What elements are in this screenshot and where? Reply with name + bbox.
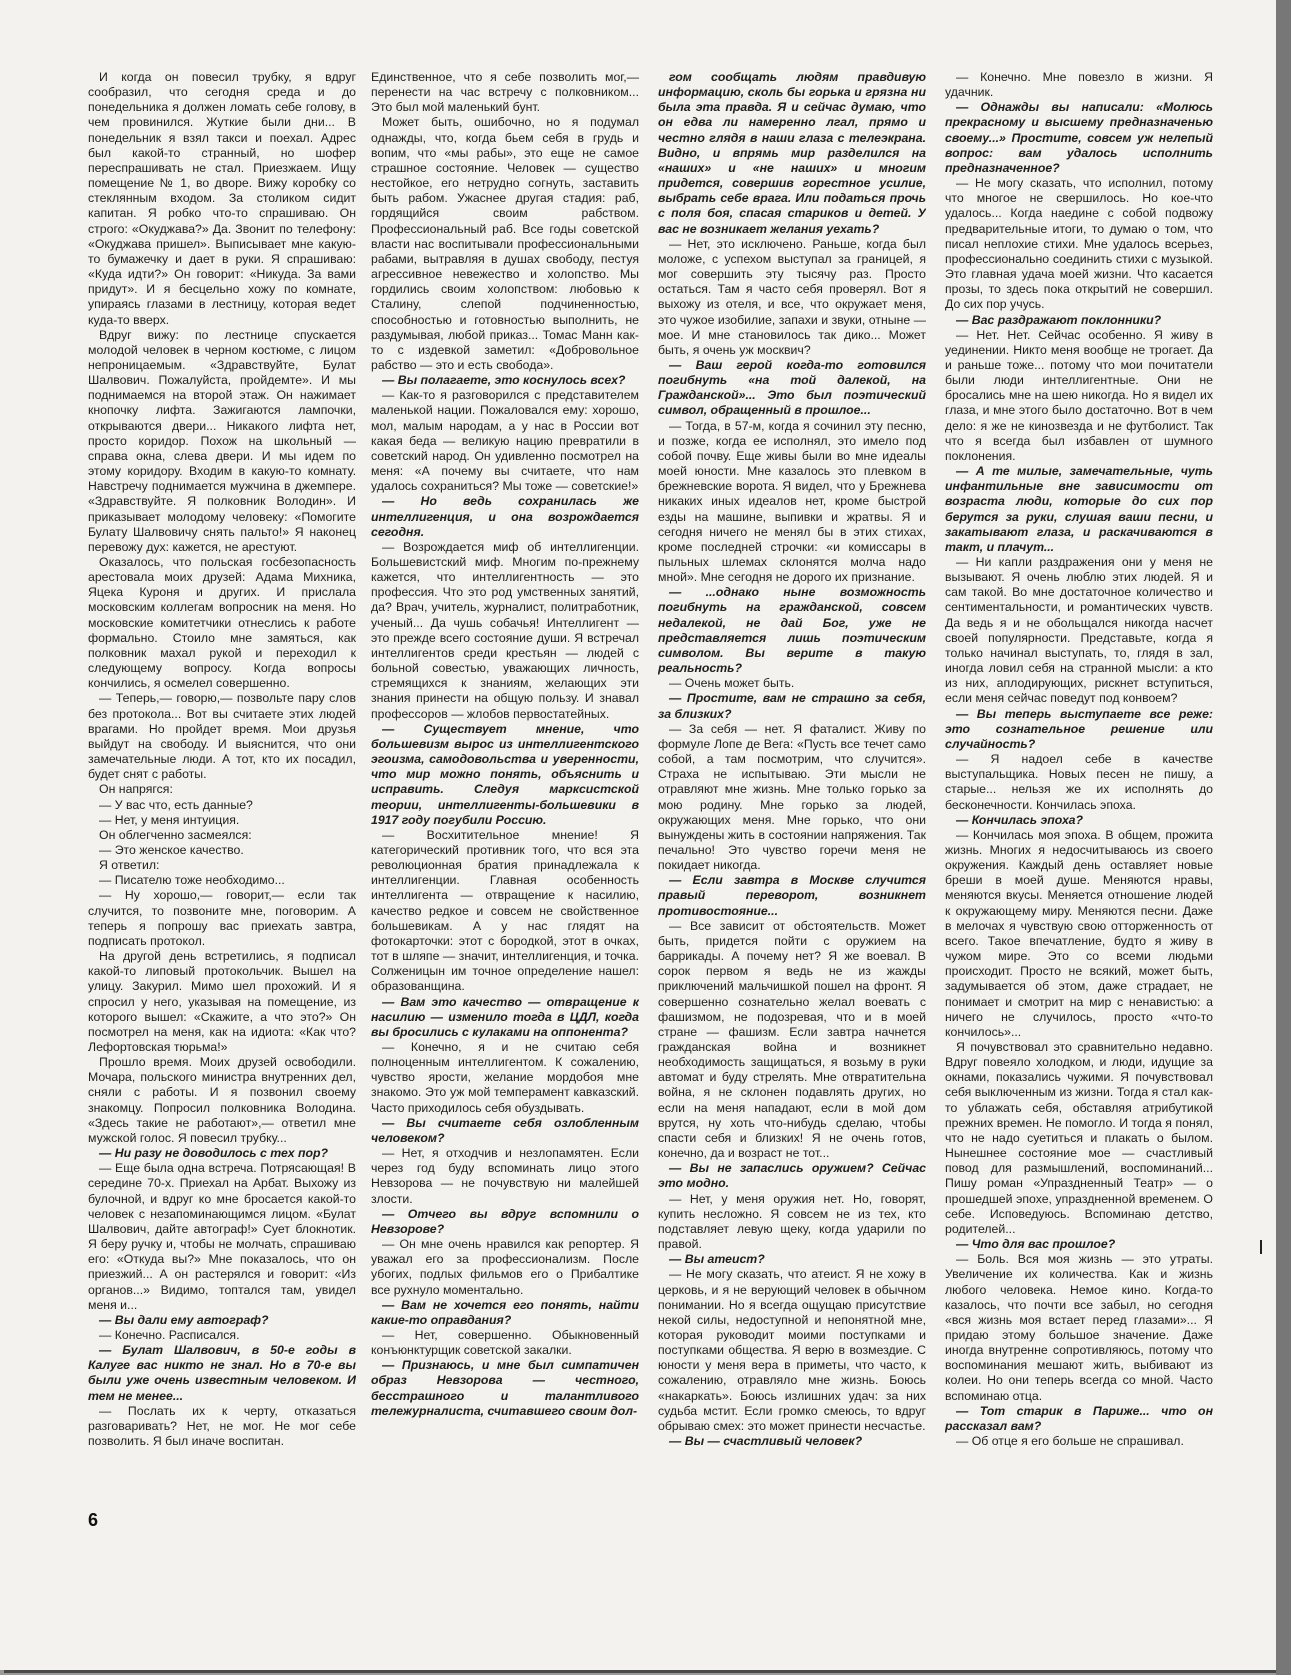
interview-question: — Однажды вы написали: «Молюсь прекрасному и высшему предназначенью своему...» Простите, совсем уж нелепый вопрос: вам удалось исполнить предназначенное? xyxy=(945,100,1213,175)
paragraph: Прошло время. Моих друзей освободили. Мочара, польского министра внутренних дел, сняли с работы. И я позвонил своему знакомцу. Попросил полковника Володина. «Здесь такие не работают»,— ответил мне мужской голос. Я повесил трубку... xyxy=(88,1055,356,1145)
paragraph: — Я надоел себе в качестве выступальщика. Новых песен не пишу, а старые... нельзя же их исполнять до бесконечности. Кончилась эпоха. xyxy=(945,752,1213,812)
interview-question: гом сообщать людям правдивую информацию, сколь бы горька и грязна ни была эта правда. Я и сейчас думаю, что он едва ли намеренно лгал, прямо и честно глядя в наши глаза с телеэкрана. Видно, и впрямь мир разделился на «наших» и «не наших» и многим придется, совершив горестное усилие, выбрать себе врага. Или податься прочь с поля боя, спасая стариков и детей. У вас не возникает желания уехать? xyxy=(658,70,926,236)
paragraph: — Нет, это исключено. Раньше, когда был моложе, с успехом выступал за границей, я мог совершить эту тысячу раз. Просто остаться. Там я часто себя проверял. Вот я выхожу из отеля, и все, что окружает меня, это чужое изобилие, запахи и звуки, отныне — мое. И мне становилось так дико... Может быть, я очень уж москвич? xyxy=(658,236,926,357)
page-number: 6 xyxy=(88,1510,99,1530)
paragraph: — У вас что, есть данные? xyxy=(99,797,253,812)
interview-question: — Вас раздражают поклонники? xyxy=(956,312,1162,327)
text-column-2 xyxy=(371,70,639,1570)
article-columns xyxy=(88,70,1218,1570)
paragraph: — Очень может быть. xyxy=(669,676,795,691)
paragraph: — Нет, я отходчив и незлопамятен. Если через год буду вспоминать лицо этого Невзорова — не почувствую ни малейшей злости. xyxy=(371,1146,639,1206)
interview-question: — Простите, вам не страшно за себя, за близких? xyxy=(658,691,926,721)
text-column-4 xyxy=(945,70,1213,1570)
paragraph: Оказалось, что польская госбезопасность арестовала моих друзей: Адама Михника, Яцека Куроня и других. И прислала московским коллегам вопросник на меня. Но московские комитетчики отнеслись к работе формально. Стоило мне замяться, как полковник махал рукой и переходил к следующему вопросу. Когда вопросы кончились, я осмелел совершенно. xyxy=(88,555,356,691)
page-edge-shadow xyxy=(1276,0,1291,1675)
paragraph: — Как-то я разговорился с представителем маленькой нации. Пожаловался ему: хорошо, мол, малым народам, а у нас в России вот какая беда — великую нацию превратили в советский народ. Он удивленно посмотрел на меня: «А почему вы считаете, что нам удалось сохраниться? Мы тоже — советские!» xyxy=(371,388,639,494)
text-column-1 xyxy=(88,70,356,1570)
paragraph: — Все зависит от обстоятельств. Может быть, придется пойти с оружием на баррикады. А почему нет? Я же воевал. В сорок первом я ведь не из жажды приключений мальчишкой пошел на фронт. Я совершенно сознательно желал воевать с фашизмом, не подозревая, что и в моей стране — фашизм. Если завтра начнется гражданская война и возникнет необходимость защищаться, я возьму в руки автомат и буду стрелять. Мне отвратительна война, я не склонен подавлять других, но если на меня нападают, если в мой дом врутся, ну хоть что-нибудь сделаю, чтобы спасти себя и близких! Я не очень готов, конечно, да и возраст не тот... xyxy=(658,918,926,1161)
paragraph: — Послать их к черту, отказаться разговаривать? Нет, не мог. Не мог себе позволить. Я был иначе воспитан. xyxy=(88,1403,356,1449)
paragraph: — Кончилась моя эпоха. В общем, прожита жизнь. Многих я недосчитываюсь из своего окружения. Каждый день оставляет новые бреши в моей душе. Меняются нравы, меняются вкусы. Меняется отношение людей к окружающему миру. Меняются песни. Даже в мелочах я чувствую свою отторженность от всего. Такое впечатление, будто я живу в чужом мире. Это со всеми людьми происходит. Просто не всякий, может быть, задумывается об этом, даже страдает, не понимает и смотрит на мир с ненавистью: а ничего не случилось, просто «что-то кончилось»... xyxy=(945,827,1213,1039)
interview-question: — Вы атеист? xyxy=(669,1252,765,1267)
paragraph: — Ни капли раздражения они у меня не вызывают. Я очень люблю этих людей. Я и сам такой. Во мне достаточное количество и сентиментальности, и романтических чувств. Да ведь я и не обольщался никогда насчет своей популярности. Представьте, когда я только начинал выступать, то, глядя в зал, иногда ловил себя на странной мысли: а кто из них, аплодирующих, рискнет вступиться, если меня сейчас поведут под конвоем? xyxy=(945,555,1213,706)
interview-question: — Но ведь сохранилась же интеллигенция, и она возрождается сегодня. xyxy=(371,494,639,539)
paragraph: Я ответил: xyxy=(99,858,160,873)
paragraph: Может быть, ошибочно, но я подумал однажды, что, когда бьем себя в грудь и вопим, что «мы рабы», это еще не самое страшное состояние. Человек — существо нестойкое, его нетрудно согнуть, заставить быть рабом. Ужаснее другая стадия: раб, гордящийся своим рабством. Профессиональный раб. Все годы советской власти нас воспитывали профессиональными рабами, вытравляя в душах свободу, пестуя агрессивное невежество и холопство. Мы гордились своим холопством: любовью к Сталину, слепой подчиненностью, способностью и готовностью выполнить, не раздумывая, любой приказ... Томас Манн как-то с издевкой заметил: «Добровольное рабство — это и есть свобода». xyxy=(371,115,639,372)
paragraph: Он напрягся: xyxy=(99,782,173,797)
interview-question: — Тот старик в Париже... что он рассказал вам? xyxy=(945,1403,1213,1433)
paragraph: — За себя — нет. Я фаталист. Живу по формуле Лопе де Вега: «Пусть все течет само собой, а там посмотрим, что случится». Страха не испытываю. Эти мысли не отравляют мне жизнь. Мне только горько за мою родину. Мне горько за людей, окружающих меня. Мне горько, что они вынуждены жить в состоянии напряжения. Так печально! Это чувство горечи меня не покидает никогда. xyxy=(658,721,926,873)
interview-question: — Что для вас прошлое? xyxy=(956,1237,1116,1252)
paragraph: — Не могу сказать, что исполнил, потому что многое не свершилось. Но кое-что удалось... Когда наедине с собой подвожу предварительные итоги, то думаю о том, что писал неплохие стихи. Мне удалось всерьез, профессионально соединить стихи с музыкой. Это главная удача моей жизни. Что касается прозы, то здесь пока открытий не совершил. До сих пор учусь. xyxy=(945,176,1213,312)
paragraph: И когда он повесил трубку, я вдруг сообразил, что сегодня среда и до понедельника я должен ломать себе голову, в чем провинился. Жуткие были дни... В понедельник я взял такси и поехал. Адрес был какой-то странный, но шофер переспрашивать не стал. Приезжаем. Ищу помещение № 1, во дворе. Вижу коробку со стеклянным входом. За столиком сидит капитан. Я робко что-то спрашиваю. Он строго: «Окуджава?» Да. Звонит по телефону: «Окуджава пришел». Выписывает мне какую-то бумажечку и дает в руки. Я спрашиваю: «Куда идти?» Он говорит: «Никуда. За вами придут». И я бесцельно хожу по комнате, упираясь глазами в лестницу, которая ведет куда-то вверх. xyxy=(88,70,356,327)
paragraph: — Не могу сказать, что атеист. Я не хожу в церковь, и я не верующий человек в обычном понимании. Но я всегда ощущаю присутствие некой силы, недоступной и непонятной мне, которая руководит моими поступками и поступками общества. Я верю в возмездие. С юности у меня вера в приметы, что часто, к сожалению, отравляло мне жизнь. Боюсь «накаркать». Боюсь излишних удач: за них судьба мстит. Если громко смеюсь, то вдруг обрываю смех: это может принести несчастье. xyxy=(658,1267,926,1433)
interview-question: — Вы полагаете, это коснулось всех? xyxy=(382,373,626,388)
interview-question: — ...однако ныне возможность погибнуть на гражданской, совсем недалекой, не дай Бог, уже не представляется лишь поэтическим символом. Вы верите в такую реальность? xyxy=(658,585,926,676)
interview-question: — Булат Шалвович, в 50-е годы в Калуге вас никто не знал. Но в 70-е вы были уже очень известным человеком. И тем не менее... xyxy=(88,1343,356,1403)
paragraph: Единственное, что я себе позволить мог,— перенести на час встречу с полковником... Это был мой маленький бунт. xyxy=(371,70,639,115)
interview-question: — Кончилась эпоха? xyxy=(956,812,1083,827)
interview-question: — Существует мнение, что большевизм вырос из интеллигентского эгоизма, самодовольства и уверенности, что мир можно понять, объяснить и исправить. Следуя марксистской теории, интеллигенты-большевики в 1917 году погубили Россию. xyxy=(371,721,639,827)
interview-question: — Если завтра в Москве случится правый переворот, возникнет противостояние... xyxy=(658,873,926,918)
paragraph: — Нет. Нет. Сейчас особенно. Я живу в уединении. Никто меня вообще не трогает. Да и раньше тоже... потому что мои почитатели были люди интеллигентные. Они не бросались мне на шею никогда. Но я видел их глаза, и мне этого было достаточно. Вот в чем дело: я же не кинозвезда и не футболист. Так что я всегда был избавлен от шумного поклонения. xyxy=(945,327,1213,463)
paragraph: — Писателю тоже необходимо... xyxy=(99,873,285,888)
paragraph: — Конечно. Мне повезло в жизни. Я удачник. xyxy=(945,70,1213,100)
interview-question: — Ни разу не доводилось с тех пор? xyxy=(99,1146,329,1161)
paragraph: — Боль. Вся моя жизнь — это утраты. Увеличение их количества. Как и жизнь любого человека. Немое кино. Когда-то казалось, что почти все забыл, но сегодня «вся жизнь моя встает перед глазами»... Я придаю этому большое значение. Даже иногда внутренне сопротивляюсь, потому что воспоминания мешают жить, выбивают из колеи. Но они теперь всегда со мной. Часто вспоминаю отца. xyxy=(945,1252,1213,1403)
paragraph: — Это женское качество. xyxy=(99,842,244,857)
paragraph: Вдруг вижу: по лестнице спускается молодой человек в черном костюме, с лицом непроницаемым. «Здравствуйте, Булат Шалвович. Пожалуйста, пройдемте». И мы поднимаемся на второй этаж. Он нажимает кнопочку лифта. Зажигаются лампочки, открываются двери... Никакого лифта нет, просто коридор. Похож на школьный — справа окна, слева двери. И мы идем по этому коридору. Входим в какую-то комнату. Навстречу поднимается мужчина в джемпере. «Здравствуйте. Я полковник Володин». И приказывает молодому человеку: «Помогите Булату Шалвовичу снять пальто!» Я наконец перевожу дух: кажется, не арестуют. xyxy=(88,327,356,554)
paragraph: — Нет, у меня интуиция. xyxy=(99,812,240,827)
interview-question: — Ваш герой когда-то готовился погибнуть «на той далекой, на Гражданской»... Это был поэтический символ, обращенный в прошлое... xyxy=(658,357,926,418)
paragraph: — Теперь,— говорю,— позвольте пару слов без протокола... Вот вы считаете этих людей врагами. Но пройдет время. Мои друзья выйдут на свободу. И выяснится, что они замечательные люди. А тот, кто их посадил, будет снят с работы. xyxy=(88,691,356,782)
paragraph: — Нет, совершенно. Обыкновенный конъюнктурщик советской закалки. xyxy=(371,1327,639,1358)
paragraph: — Еще была одна встреча. Потрясающая! В середине 70-х. Приехал на Арбат. Выхожу из булочной, и вдруг ко мне бросается какой-то человек с незапоминающимся лицом. «Булат Шалвович, дайте автограф!» Сует блокнотик. Я беру ручку и, чтобы не молчать, спрашиваю его: «Откуда вы?» Мне показалось, что он приезжий... А он растерялся и говорит: «Из органов...» Видимо, топтался там, увидел меня и... xyxy=(88,1161,356,1312)
paragraph: — Нет, у меня оружия нет. Но, говорят, купить несложно. Я совсем не из тех, кто подставляет левую щеку, когда ударили по правой. xyxy=(658,1191,926,1252)
paragraph: — Возрождается миф об интеллигенции. Большевистский миф. Многим по-прежнему кажется, что интеллигентность — это профессия. Что это род умственных занятий, да? Врач, учитель, журналист, политработник, ученый... Да чушь собачья! Интеллигент — это прежде всего состояние души. Я встречал интеллигентов среди крестьян — людей с больной совестью, уважающих личность, стремящихся к знаниям, желающих эти знания принести на общую пользу. И знавал профессоров — жлобов первостатейных. xyxy=(371,539,639,721)
paragraph: — Конечно, я и не считаю себя полноценным интеллигентом. К сожалению, чувство ярости, желание мордобоя мне знакомо. Это уж мой темперамент кавказский. Часто приходилось себя обуздывать. xyxy=(371,1040,639,1115)
margin-mark xyxy=(1260,1240,1262,1254)
interview-question: — А те милые, замечательные, чуть инфантильные вне зависимости от возраста люди, которые до сих пор берутся за руки, слушая ваши песни, и закатывают глаза, и раскачиваются в такт, и плачут... xyxy=(945,464,1213,554)
interview-question: — Вы дали ему автограф? xyxy=(99,1312,269,1327)
interview-question: — Вы не запаслись оружием? Сейчас это модно. xyxy=(658,1161,926,1191)
text-column-3 xyxy=(658,70,926,1570)
interview-question: — Вам это качество — отвращение к насилию — изменило тогда в ЦДЛ, когда вы бросились с кулаками на оппонента? xyxy=(371,994,639,1039)
paragraph: — Он мне очень нравился как репортер. Я уважал его за профессионализм. После убогих, подлых фильмов его о Прибалтике все рухнуло моментально. xyxy=(371,1237,639,1297)
paragraph: Я почувствовал это сравнительно недавно. Вдруг повеяло холодком, и люди, идущие за окнами, показались чужими. Я почувствовал себя выключенным из жизни. Тогда я стал как-то ублажать себя, обставляя атрибутикой прежних времен. Не помогло. И тогда я понял, что не надо суетиться и плакать о былом. Нынешнее состояние мое — счастливый повод для размышлений, воспоминаний... Пишу роман «Упраздненный Театр» — о прошедшей эпохе, упраздненной временем. О себе. Исповедуюсь. Вспоминаю детство, родителей... xyxy=(945,1040,1213,1236)
interview-question: — Признаюсь, и мне был симпатичен образ Невзорова — честного, бесстрашного и талантливого тележурналиста, считавшего своим дол- xyxy=(371,1358,639,1418)
interview-question: — Отчего вы вдруг вспомнили о Невзорове? xyxy=(371,1206,639,1236)
paragraph: — Об отце я его больше не спрашивал. xyxy=(956,1434,1184,1449)
interview-question: — Вам не хочется его понять, найти какие-то оправдания? xyxy=(371,1297,639,1327)
interview-question: — Вы — счастливый человек? xyxy=(669,1434,863,1449)
paragraph: Он облегченно засмеялся: xyxy=(99,827,252,842)
paragraph: — Восхитительное мнение! Я категорический противник того, что вся эта революционная братия принадлежала к интеллигенции. Главная особенность интеллигента — отвращение к насилию, качество редкое и совсем не свойственное большевикам. А у нас глядят на фотокарточки: этот с бородкой, этот в очках, тот в шляпе — значит, интеллигенция, и точка. Солженицын им точное определение нашел: образованщина. xyxy=(371,827,639,994)
paragraph: — Конечно. Расписался. xyxy=(99,1327,240,1342)
interview-question: — Вы считаете себя озлобленным человеком? xyxy=(371,1115,639,1145)
paragraph: — Ну хорошо,— говорит,— если так случится, то позвоните мне, поговорим. А теперь я попрошу вас приехать завтра, подписать протокол. xyxy=(88,888,356,948)
interview-question: — Вы теперь выступаете все реже: это сознательное решение или случайность? xyxy=(945,706,1213,751)
paragraph: — Тогда, в 57-м, когда я сочинил эту песню, и позже, когда ее исполнял, это имело под собой почву. Еще живы были во мне идеалы моей юности. Мне казалось это плевком в брежневские ворота. Я видел, что у Брежнева никаких иных идеалов нет, кроме быстрой езды на машине, выпивки и жратвы. Я и сегодня ничего не менял бы в этих стихах, кроме последней строчки: «и комиссары в пыльных шлемах склонятся молча надо мной». Мне сегодня не дорого их признание. xyxy=(658,418,926,585)
paragraph: На другой день встретились, я подписал какой-то липовый протокольчик. Вышел на улицу. Закурил. Мимо шел прохожий. И я спросил у него, указывая на помещение, из которого вышел: «Скажите, а что это?» Он посмотрел на меня, как на идиота: «Как что? Лефортовская тюрьма!» xyxy=(88,949,356,1054)
